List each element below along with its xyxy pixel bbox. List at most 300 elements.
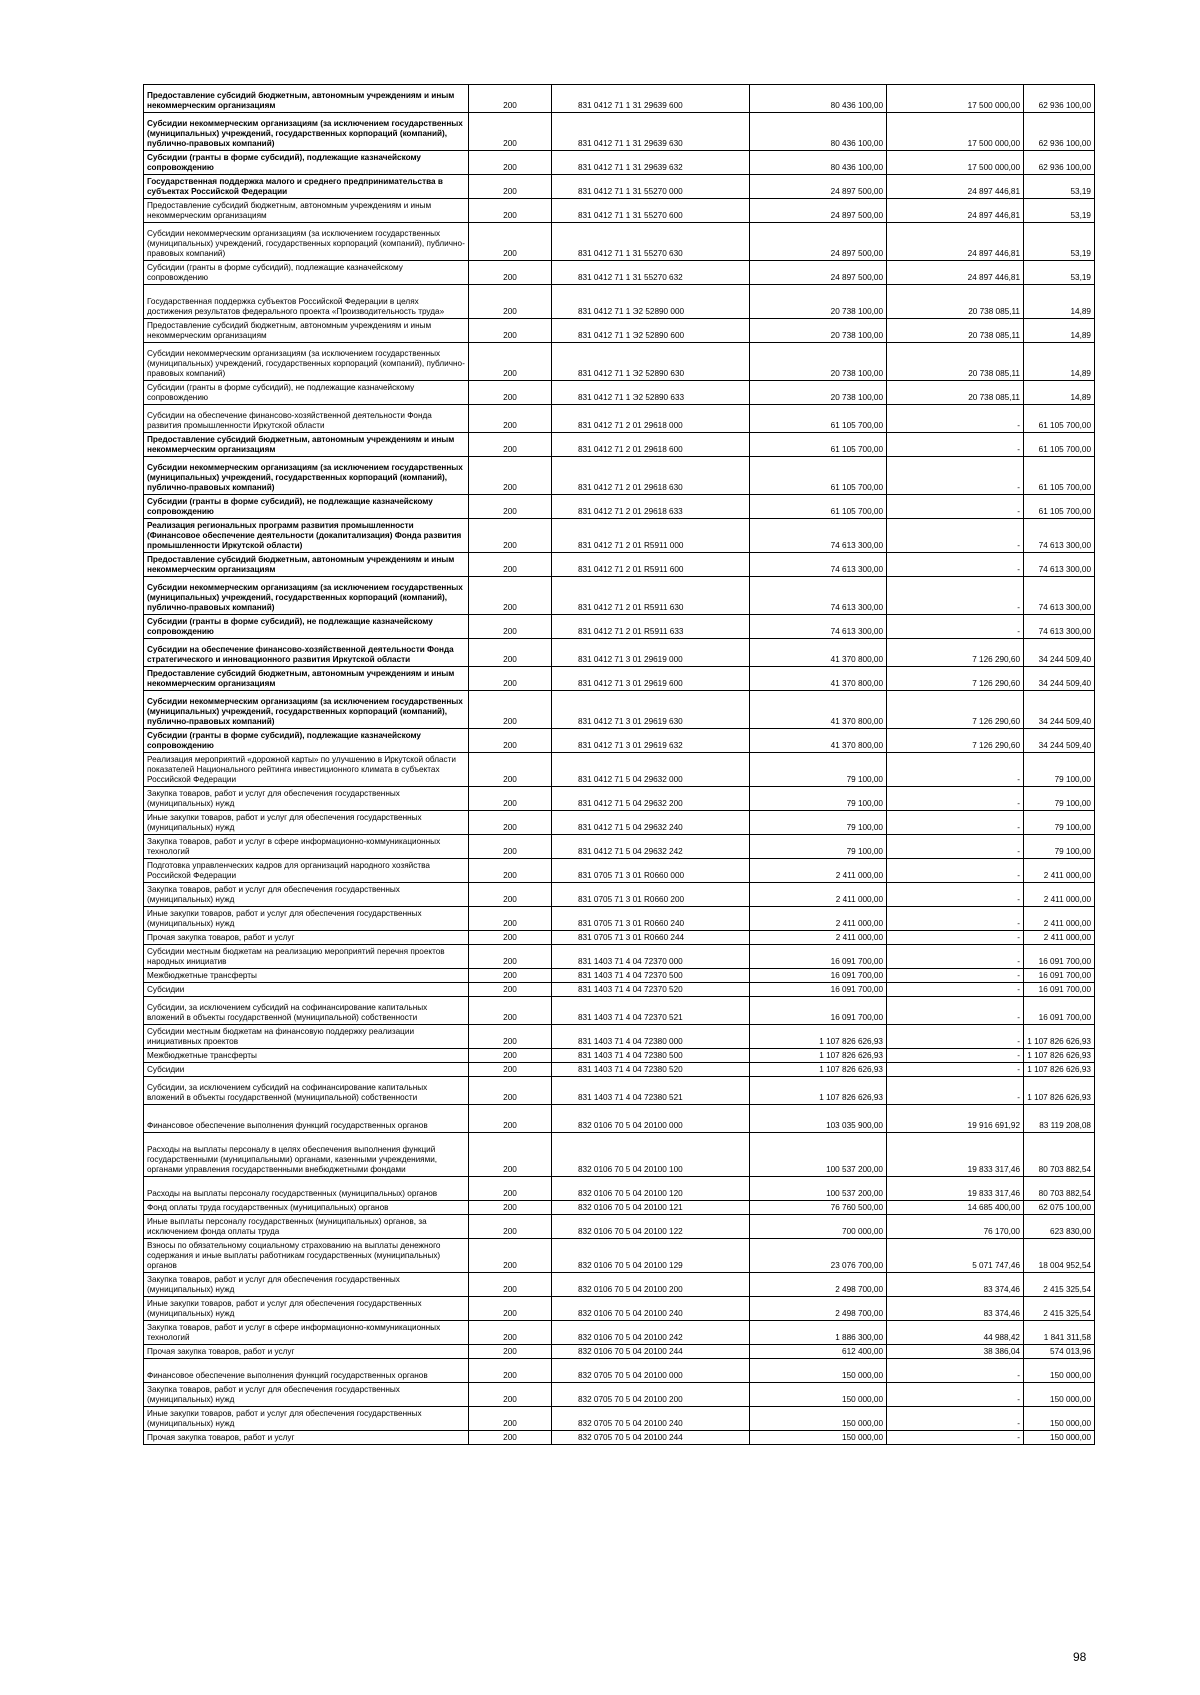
row-name-cell: Взносы по обязательному социальному страхованию на выплаты денежного содержания и иные выплаты работникам государственных (муниципальных) органов <box>144 1239 469 1273</box>
table-row <box>144 787 1095 811</box>
row-kbk-cell: 831 1403 71 4 04 72370 000 <box>552 945 750 969</box>
row-assigned-cell: 2 498 700,00 <box>750 1273 887 1297</box>
row-kbk-cell: 831 0412 71 1 31 55270 600 <box>552 199 750 223</box>
row-name-cell: Предоставление субсидий бюджетным, автономным учреждениям и иным некоммерческим организациям <box>144 667 469 691</box>
row-kbk-cell: 831 0412 71 2 01 R5911 633 <box>552 615 750 639</box>
table-row <box>144 1177 1095 1201</box>
row-code-cell: 200 <box>469 1321 552 1345</box>
row-executed-cell: 5 071 747,46 <box>887 1239 1024 1273</box>
row-code-cell: 200 <box>469 639 552 667</box>
row-code-cell: 200 <box>469 1407 552 1431</box>
row-executed-cell: 20 738 085,11 <box>887 381 1024 405</box>
row-assigned-cell: 100 537 200,00 <box>750 1177 887 1201</box>
row-code-cell: 200 <box>469 1201 552 1215</box>
row-executed-cell: - <box>887 835 1024 859</box>
row-kbk-cell: 831 0705 71 3 01 R0660 200 <box>552 883 750 907</box>
row-name-cell: Предоставление субсидий бюджетным, автономным учреждениям и иным некоммерческим организациям <box>144 199 469 223</box>
row-executed-cell: 17 500 000,00 <box>887 113 1024 151</box>
row-executed-cell: 24 897 446,81 <box>887 175 1024 199</box>
row-assigned-cell: 79 100,00 <box>750 753 887 787</box>
row-executed-cell: - <box>887 753 1024 787</box>
table-row <box>144 883 1095 907</box>
row-executed-cell: - <box>887 615 1024 639</box>
row-remainder-cell: 79 100,00 <box>1024 835 1095 859</box>
row-code-cell: 200 <box>469 1383 552 1407</box>
table-row <box>144 381 1095 405</box>
row-remainder-cell: 150 000,00 <box>1024 1431 1095 1445</box>
row-code-cell: 200 <box>469 667 552 691</box>
table-row <box>144 343 1095 381</box>
row-assigned-cell: 1 107 826 626,93 <box>750 1025 887 1049</box>
row-remainder-cell: 80 703 882,54 <box>1024 1133 1095 1177</box>
row-remainder-cell: 1 107 826 626,93 <box>1024 1049 1095 1063</box>
row-assigned-cell: 24 897 500,00 <box>750 261 887 285</box>
row-kbk-cell: 831 0412 71 2 01 R5911 000 <box>552 519 750 553</box>
row-executed-cell: 17 500 000,00 <box>887 151 1024 175</box>
row-name-cell: Иные выплаты персоналу государственных (муниципальных) органов, за исключением фонда оплаты труда <box>144 1215 469 1239</box>
row-remainder-cell: 2 411 000,00 <box>1024 931 1095 945</box>
row-remainder-cell: 2 415 325,54 <box>1024 1273 1095 1297</box>
table-row <box>144 945 1095 969</box>
row-remainder-cell: 14,89 <box>1024 285 1095 319</box>
row-remainder-cell: 574 013,96 <box>1024 1345 1095 1359</box>
row-name-cell: Закупка товаров, работ и услуг для обеспечения государственных (муниципальных) нужд <box>144 883 469 907</box>
row-code-cell: 200 <box>469 983 552 997</box>
table-row <box>144 285 1095 319</box>
row-executed-cell: 14 685 400,00 <box>887 1201 1024 1215</box>
table-row <box>144 85 1095 113</box>
row-name-cell: Субсидии <box>144 983 469 997</box>
table-row <box>144 495 1095 519</box>
row-code-cell: 200 <box>469 1077 552 1105</box>
row-kbk-cell: 832 0705 70 5 04 20100 244 <box>552 1431 750 1445</box>
table-row <box>144 199 1095 223</box>
row-code-cell: 200 <box>469 381 552 405</box>
row-kbk-cell: 831 1403 71 4 04 72380 521 <box>552 1077 750 1105</box>
row-name-cell: Государственная поддержка малого и среднего предпринимательства в субъектах Российской Федерации <box>144 175 469 199</box>
table-row <box>144 1383 1095 1407</box>
row-kbk-cell: 832 0106 70 5 04 20100 120 <box>552 1177 750 1201</box>
row-executed-cell: - <box>887 1431 1024 1445</box>
row-assigned-cell: 150 000,00 <box>750 1431 887 1445</box>
row-assigned-cell: 16 091 700,00 <box>750 945 887 969</box>
row-kbk-cell: 831 0412 71 3 01 29619 600 <box>552 667 750 691</box>
row-assigned-cell: 16 091 700,00 <box>750 969 887 983</box>
table-row <box>144 1273 1095 1297</box>
row-remainder-cell: 1 841 311,58 <box>1024 1321 1095 1345</box>
row-remainder-cell: 34 244 509,40 <box>1024 729 1095 753</box>
row-kbk-cell: 831 1403 71 4 04 72380 500 <box>552 1049 750 1063</box>
row-executed-cell: 38 386,04 <box>887 1345 1024 1359</box>
row-remainder-cell: 62 936 100,00 <box>1024 151 1095 175</box>
row-code-cell: 200 <box>469 223 552 261</box>
row-name-cell: Предоставление субсидий бюджетным, автономным учреждениям и иным некоммерческим организациям <box>144 319 469 343</box>
row-name-cell: Закупка товаров, работ и услуг в сфере информационно-коммуникационных технологий <box>144 835 469 859</box>
table-row <box>144 753 1095 787</box>
row-kbk-cell: 831 0412 71 1 Э2 52890 600 <box>552 319 750 343</box>
row-assigned-cell: 79 100,00 <box>750 787 887 811</box>
row-remainder-cell: 79 100,00 <box>1024 787 1095 811</box>
row-executed-cell: - <box>887 457 1024 495</box>
row-remainder-cell: 53,19 <box>1024 223 1095 261</box>
row-remainder-cell: 61 105 700,00 <box>1024 405 1095 433</box>
table-row <box>144 969 1095 983</box>
row-code-cell: 200 <box>469 175 552 199</box>
table-body <box>144 85 1095 1445</box>
row-remainder-cell: 2 411 000,00 <box>1024 907 1095 931</box>
row-kbk-cell: 832 0106 70 5 04 20100 129 <box>552 1239 750 1273</box>
row-code-cell: 200 <box>469 85 552 113</box>
row-code-cell: 200 <box>469 405 552 433</box>
row-code-cell: 200 <box>469 261 552 285</box>
row-assigned-cell: 74 613 300,00 <box>750 577 887 615</box>
row-kbk-cell: 831 0412 71 5 04 29632 242 <box>552 835 750 859</box>
row-assigned-cell: 61 105 700,00 <box>750 457 887 495</box>
row-name-cell: Субсидии, за исключением субсидий на софинансирование капитальных вложений в объекты государственной (муниципальной) собственности <box>144 997 469 1025</box>
row-remainder-cell: 150 000,00 <box>1024 1407 1095 1431</box>
row-name-cell: Иные закупки товаров, работ и услуг для обеспечения государственных (муниципальных) нужд <box>144 1407 469 1431</box>
row-code-cell: 200 <box>469 433 552 457</box>
row-kbk-cell: 832 0106 70 5 04 20100 240 <box>552 1297 750 1321</box>
row-name-cell: Межбюджетные трансферты <box>144 1049 469 1063</box>
row-name-cell: Субсидии некоммерческим организациям (за исключением государственных (муниципальных) учреждений, государственных корпораций (компаний), публично-правовых компаний) <box>144 113 469 151</box>
row-assigned-cell: 150 000,00 <box>750 1359 887 1383</box>
row-remainder-cell: 1 107 826 626,93 <box>1024 1025 1095 1049</box>
table-row <box>144 931 1095 945</box>
row-code-cell: 200 <box>469 1105 552 1133</box>
row-name-cell: Межбюджетные трансферты <box>144 969 469 983</box>
row-kbk-cell: 831 0412 71 5 04 29632 240 <box>552 811 750 835</box>
row-code-cell: 200 <box>469 553 552 577</box>
row-code-cell: 200 <box>469 835 552 859</box>
row-remainder-cell: 62 075 100,00 <box>1024 1201 1095 1215</box>
row-name-cell: Субсидии некоммерческим организациям (за исключением государственных (муниципальных) учреждений, государственных корпораций (компаний), публично-правовых компаний) <box>144 691 469 729</box>
row-code-cell: 200 <box>469 1063 552 1077</box>
row-assigned-cell: 24 897 500,00 <box>750 223 887 261</box>
table-row <box>144 907 1095 931</box>
row-code-cell: 200 <box>469 883 552 907</box>
row-assigned-cell: 2 411 000,00 <box>750 883 887 907</box>
row-name-cell: Закупка товаров, работ и услуг для обеспечения государственных (муниципальных) нужд <box>144 787 469 811</box>
row-remainder-cell: 74 613 300,00 <box>1024 577 1095 615</box>
row-executed-cell: - <box>887 907 1024 931</box>
row-executed-cell: 7 126 290,60 <box>887 639 1024 667</box>
row-code-cell: 200 <box>469 691 552 729</box>
row-code-cell: 200 <box>469 1133 552 1177</box>
row-executed-cell: - <box>887 859 1024 883</box>
row-code-cell: 200 <box>469 199 552 223</box>
row-remainder-cell: 79 100,00 <box>1024 753 1095 787</box>
row-remainder-cell: 16 091 700,00 <box>1024 997 1095 1025</box>
row-code-cell: 200 <box>469 859 552 883</box>
table-row <box>144 1321 1095 1345</box>
row-assigned-cell: 2 498 700,00 <box>750 1297 887 1321</box>
table-row <box>144 113 1095 151</box>
row-code-cell: 200 <box>469 1431 552 1445</box>
row-name-cell: Иные закупки товаров, работ и услуг для обеспечения государственных (муниципальных) нужд <box>144 811 469 835</box>
row-name-cell: Фонд оплаты труда государственных (муниципальных) органов <box>144 1201 469 1215</box>
row-assigned-cell: 16 091 700,00 <box>750 997 887 1025</box>
row-code-cell: 200 <box>469 997 552 1025</box>
row-remainder-cell: 62 936 100,00 <box>1024 85 1095 113</box>
row-code-cell: 200 <box>469 811 552 835</box>
row-executed-cell: 24 897 446,81 <box>887 261 1024 285</box>
row-remainder-cell: 14,89 <box>1024 319 1095 343</box>
row-kbk-cell: 831 0412 71 3 01 29619 000 <box>552 639 750 667</box>
row-remainder-cell: 14,89 <box>1024 343 1095 381</box>
row-assigned-cell: 74 613 300,00 <box>750 519 887 553</box>
row-kbk-cell: 831 0705 71 3 01 R0660 240 <box>552 907 750 931</box>
row-executed-cell: 44 988,42 <box>887 1321 1024 1345</box>
row-kbk-cell: 831 0412 71 5 04 29632 200 <box>552 787 750 811</box>
row-executed-cell: 24 897 446,81 <box>887 199 1024 223</box>
row-kbk-cell: 832 0705 70 5 04 20100 000 <box>552 1359 750 1383</box>
table-row <box>144 519 1095 553</box>
table-row <box>144 457 1095 495</box>
row-remainder-cell: 14,89 <box>1024 381 1095 405</box>
row-executed-cell: 20 738 085,11 <box>887 319 1024 343</box>
table-row <box>144 319 1095 343</box>
row-kbk-cell: 831 0412 71 2 01 29618 630 <box>552 457 750 495</box>
row-executed-cell: - <box>887 495 1024 519</box>
row-remainder-cell: 80 703 882,54 <box>1024 1177 1095 1201</box>
row-name-cell: Субсидии некоммерческим организациям (за исключением государственных (муниципальных) учреждений, государственных корпораций (компаний), публично-правовых компаний) <box>144 343 469 381</box>
row-kbk-cell: 831 0412 71 1 31 29639 632 <box>552 151 750 175</box>
row-executed-cell: - <box>887 1359 1024 1383</box>
row-assigned-cell: 20 738 100,00 <box>750 343 887 381</box>
table-row <box>144 1025 1095 1049</box>
row-kbk-cell: 831 1403 71 4 04 72370 520 <box>552 983 750 997</box>
table-row <box>144 577 1095 615</box>
table-row <box>144 691 1095 729</box>
row-code-cell: 200 <box>469 319 552 343</box>
row-assigned-cell: 700 000,00 <box>750 1215 887 1239</box>
row-code-cell: 200 <box>469 1025 552 1049</box>
row-executed-cell: - <box>887 519 1024 553</box>
table-row <box>144 433 1095 457</box>
row-remainder-cell: 1 107 826 626,93 <box>1024 1063 1095 1077</box>
row-name-cell: Субсидии некоммерческим организациям (за исключением государственных (муниципальных) учреждений, государственных корпораций (компаний), публично-правовых компаний) <box>144 577 469 615</box>
row-assigned-cell: 150 000,00 <box>750 1407 887 1431</box>
row-kbk-cell: 831 0412 71 1 Э2 52890 630 <box>552 343 750 381</box>
row-name-cell: Прочая закупка товаров, работ и услуг <box>144 1431 469 1445</box>
row-executed-cell: - <box>887 997 1024 1025</box>
page-number: 98 <box>1073 1650 1087 1664</box>
row-kbk-cell: 832 0106 70 5 04 20100 122 <box>552 1215 750 1239</box>
row-executed-cell: - <box>887 1063 1024 1077</box>
row-name-cell: Субсидии (гранты в форме субсидий), подлежащие казначейскому сопровождению <box>144 151 469 175</box>
row-name-cell: Реализация мероприятий «дорожной карты» по улучшению в Иркутской области показателей Национального рейтинга инвестиционного климата в субъектах Российской Федерации <box>144 753 469 787</box>
row-code-cell: 200 <box>469 113 552 151</box>
row-code-cell: 200 <box>469 787 552 811</box>
row-name-cell: Субсидии (гранты в форме субсидий), не подлежащие казначейскому сопровождению <box>144 381 469 405</box>
row-assigned-cell: 16 091 700,00 <box>750 983 887 997</box>
row-code-cell: 200 <box>469 1345 552 1359</box>
row-assigned-cell: 20 738 100,00 <box>750 381 887 405</box>
row-kbk-cell: 831 0412 71 1 31 29639 600 <box>552 85 750 113</box>
table-row <box>144 835 1095 859</box>
row-assigned-cell: 2 411 000,00 <box>750 931 887 945</box>
row-code-cell: 200 <box>469 457 552 495</box>
row-kbk-cell: 831 0412 71 2 01 29618 600 <box>552 433 750 457</box>
row-assigned-cell: 20 738 100,00 <box>750 285 887 319</box>
row-assigned-cell: 23 076 700,00 <box>750 1239 887 1273</box>
row-assigned-cell: 100 537 200,00 <box>750 1133 887 1177</box>
row-executed-cell: - <box>887 1077 1024 1105</box>
row-assigned-cell: 80 436 100,00 <box>750 85 887 113</box>
row-code-cell: 200 <box>469 969 552 983</box>
row-remainder-cell: 2 411 000,00 <box>1024 883 1095 907</box>
row-remainder-cell: 83 119 208,08 <box>1024 1105 1095 1133</box>
table-row <box>144 997 1095 1025</box>
row-name-cell: Предоставление субсидий бюджетным, автономным учреждениям и иным некоммерческим организациям <box>144 553 469 577</box>
row-executed-cell: 7 126 290,60 <box>887 691 1024 729</box>
row-code-cell: 200 <box>469 1359 552 1383</box>
row-kbk-cell: 831 0412 71 1 31 55270 000 <box>552 175 750 199</box>
row-code-cell: 200 <box>469 1297 552 1321</box>
table-row <box>144 1345 1095 1359</box>
row-assigned-cell: 103 035 900,00 <box>750 1105 887 1133</box>
row-kbk-cell: 831 1403 71 4 04 72380 000 <box>552 1025 750 1049</box>
row-executed-cell: - <box>887 577 1024 615</box>
row-kbk-cell: 831 0412 71 3 01 29619 630 <box>552 691 750 729</box>
row-assigned-cell: 20 738 100,00 <box>750 319 887 343</box>
row-executed-cell: - <box>887 553 1024 577</box>
row-name-cell: Реализация региональных программ развития промышленности (Финансовое обеспечение деятельности (докапитализация) Фонда развития промышленности Иркутской области) <box>144 519 469 553</box>
row-assigned-cell: 79 100,00 <box>750 835 887 859</box>
row-remainder-cell: 16 091 700,00 <box>1024 969 1095 983</box>
table-row <box>144 811 1095 835</box>
row-assigned-cell: 61 105 700,00 <box>750 405 887 433</box>
row-executed-cell: 7 126 290,60 <box>887 667 1024 691</box>
row-assigned-cell: 76 760 500,00 <box>750 1201 887 1215</box>
row-assigned-cell: 61 105 700,00 <box>750 433 887 457</box>
row-executed-cell: - <box>887 969 1024 983</box>
row-remainder-cell: 74 613 300,00 <box>1024 615 1095 639</box>
row-name-cell: Субсидии (гранты в форме субсидий), не подлежащие казначейскому сопровождению <box>144 615 469 639</box>
row-name-cell: Субсидии на обеспечение финансово-хозяйственной деятельности Фонда стратегического и инновационного развития Иркутской области <box>144 639 469 667</box>
row-kbk-cell: 831 0705 71 3 01 R0660 244 <box>552 931 750 945</box>
row-remainder-cell: 74 613 300,00 <box>1024 519 1095 553</box>
row-name-cell: Субсидии местным бюджетам на реализацию мероприятий перечня проектов народных инициатив <box>144 945 469 969</box>
row-remainder-cell: 53,19 <box>1024 199 1095 223</box>
row-name-cell: Предоставление субсидий бюджетным, автономным учреждениям и иным некоммерческим организациям <box>144 433 469 457</box>
row-executed-cell: 19 833 317,46 <box>887 1133 1024 1177</box>
row-kbk-cell: 832 0106 70 5 04 20100 242 <box>552 1321 750 1345</box>
row-executed-cell: - <box>887 787 1024 811</box>
table-row <box>144 261 1095 285</box>
row-remainder-cell: 34 244 509,40 <box>1024 667 1095 691</box>
row-remainder-cell: 623 830,00 <box>1024 1215 1095 1239</box>
row-kbk-cell: 832 0106 70 5 04 20100 244 <box>552 1345 750 1359</box>
row-assigned-cell: 61 105 700,00 <box>750 495 887 519</box>
table-row <box>144 553 1095 577</box>
row-executed-cell: - <box>887 983 1024 997</box>
row-executed-cell: - <box>887 931 1024 945</box>
row-assigned-cell: 74 613 300,00 <box>750 615 887 639</box>
row-kbk-cell: 832 0705 70 5 04 20100 200 <box>552 1383 750 1407</box>
row-kbk-cell: 831 0412 71 5 04 29632 000 <box>552 753 750 787</box>
row-name-cell: Субсидии местным бюджетам на финансовую поддержку реализации инициативных проектов <box>144 1025 469 1049</box>
row-assigned-cell: 612 400,00 <box>750 1345 887 1359</box>
row-assigned-cell: 2 411 000,00 <box>750 859 887 883</box>
row-code-cell: 200 <box>469 1273 552 1297</box>
row-kbk-cell: 831 0705 71 3 01 R0660 000 <box>552 859 750 883</box>
row-kbk-cell: 831 0412 71 2 01 R5911 600 <box>552 553 750 577</box>
row-assigned-cell: 24 897 500,00 <box>750 175 887 199</box>
row-name-cell: Закупка товаров, работ и услуг для обеспечения государственных (муниципальных) нужд <box>144 1273 469 1297</box>
table-row <box>144 639 1095 667</box>
row-kbk-cell: 831 0412 71 1 31 55270 632 <box>552 261 750 285</box>
row-remainder-cell: 34 244 509,40 <box>1024 639 1095 667</box>
row-executed-cell: - <box>887 1025 1024 1049</box>
row-kbk-cell: 832 0106 70 5 04 20100 000 <box>552 1105 750 1133</box>
table-row <box>144 1105 1095 1133</box>
row-executed-cell: - <box>887 405 1024 433</box>
row-executed-cell: - <box>887 945 1024 969</box>
table-row <box>144 1133 1095 1177</box>
row-assigned-cell: 1 107 826 626,93 <box>750 1049 887 1063</box>
row-name-cell: Субсидии (гранты в форме субсидий), подлежащие казначейскому сопровождению <box>144 261 469 285</box>
row-assigned-cell: 79 100,00 <box>750 811 887 835</box>
row-name-cell: Государственная поддержка субъектов Российской Федерации в целях достижения результатов федерального проекта «Производительность труда» <box>144 285 469 319</box>
row-name-cell: Финансовое обеспечение выполнения функций государственных органов <box>144 1105 469 1133</box>
row-name-cell: Субсидии (гранты в форме субсидий), подлежащие казначейскому сопровождению <box>144 729 469 753</box>
row-name-cell: Субсидии <box>144 1063 469 1077</box>
row-executed-cell: 20 738 085,11 <box>887 285 1024 319</box>
row-assigned-cell: 1 107 826 626,93 <box>750 1077 887 1105</box>
row-remainder-cell: 62 936 100,00 <box>1024 113 1095 151</box>
row-remainder-cell: 2 415 325,54 <box>1024 1297 1095 1321</box>
table-row <box>144 151 1095 175</box>
row-name-cell: Закупка товаров, работ и услуг в сфере информационно-коммуникационных технологий <box>144 1321 469 1345</box>
row-remainder-cell: 79 100,00 <box>1024 811 1095 835</box>
row-kbk-cell: 831 0412 71 2 01 R5911 630 <box>552 577 750 615</box>
row-executed-cell: - <box>887 433 1024 457</box>
row-code-cell: 200 <box>469 343 552 381</box>
table-row <box>144 1359 1095 1383</box>
row-assigned-cell: 41 370 800,00 <box>750 691 887 729</box>
row-remainder-cell: 150 000,00 <box>1024 1383 1095 1407</box>
row-executed-cell: 19 833 317,46 <box>887 1177 1024 1201</box>
row-kbk-cell: 832 0705 70 5 04 20100 240 <box>552 1407 750 1431</box>
table-row <box>144 1239 1095 1273</box>
row-remainder-cell: 53,19 <box>1024 261 1095 285</box>
row-assigned-cell: 150 000,00 <box>750 1383 887 1407</box>
row-code-cell: 200 <box>469 729 552 753</box>
row-remainder-cell: 34 244 509,40 <box>1024 691 1095 729</box>
row-assigned-cell: 1 886 300,00 <box>750 1321 887 1345</box>
row-assigned-cell: 24 897 500,00 <box>750 199 887 223</box>
row-executed-cell: 83 374,46 <box>887 1273 1024 1297</box>
row-remainder-cell: 1 107 826 626,93 <box>1024 1077 1095 1105</box>
row-name-cell: Расходы на выплаты персоналу в целях обеспечения выполнения функций государственными (муниципальными) органами, казенными учреждениями, органами управления государственными внебюджетными фондами <box>144 1133 469 1177</box>
row-kbk-cell: 831 1403 71 4 04 72380 520 <box>552 1063 750 1077</box>
row-executed-cell: 20 738 085,11 <box>887 343 1024 381</box>
row-executed-cell: - <box>887 1383 1024 1407</box>
row-name-cell: Субсидии на обеспечение финансово-хозяйственной деятельности Фонда развития промышленности Иркутской области <box>144 405 469 433</box>
table-row <box>144 405 1095 433</box>
row-remainder-cell: 150 000,00 <box>1024 1359 1095 1383</box>
row-name-cell: Иные закупки товаров, работ и услуг для обеспечения государственных (муниципальных) нужд <box>144 907 469 931</box>
row-remainder-cell: 61 105 700,00 <box>1024 495 1095 519</box>
row-remainder-cell: 74 613 300,00 <box>1024 553 1095 577</box>
table-row <box>144 1215 1095 1239</box>
row-assigned-cell: 41 370 800,00 <box>750 667 887 691</box>
row-kbk-cell: 831 1403 71 4 04 72370 521 <box>552 997 750 1025</box>
row-assigned-cell: 1 107 826 626,93 <box>750 1063 887 1077</box>
row-executed-cell: 24 897 446,81 <box>887 223 1024 261</box>
